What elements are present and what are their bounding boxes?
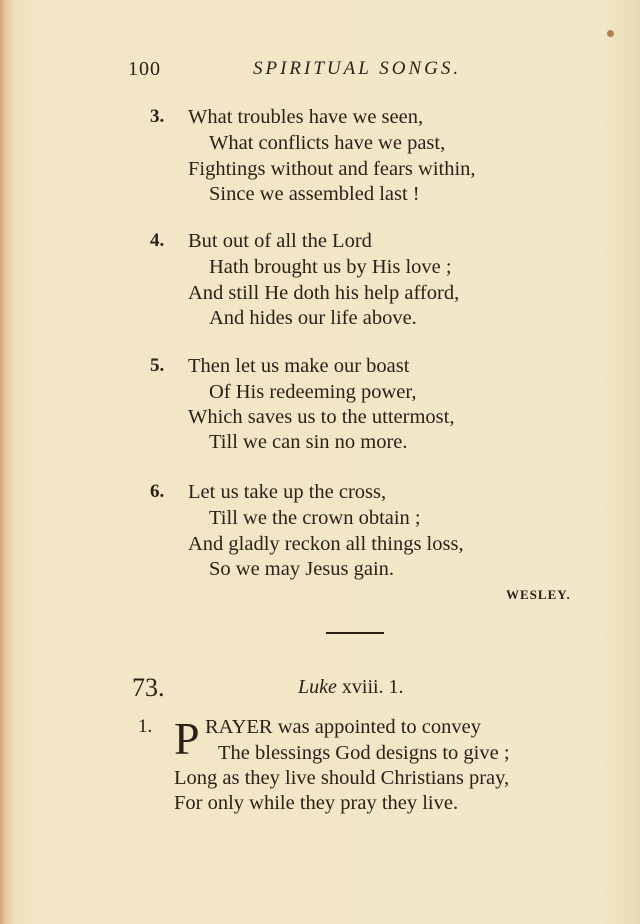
verse-number: 6. — [150, 481, 165, 502]
verse-line: And still He doth his help afford, — [188, 282, 460, 304]
verse-number: 3. — [150, 106, 165, 127]
page-blemish — [607, 30, 614, 37]
verse-line: Let us take up the cross, — [188, 481, 387, 503]
verse-line: And gladly reckon all things loss, — [188, 533, 464, 555]
verse-line: Of His redeeming power, — [209, 381, 417, 403]
verse-line: Hath brought us by His love ; — [209, 256, 452, 278]
verse-line: The blessings God designs to give ; — [218, 742, 510, 764]
verse-line: Since we assembled last ! — [209, 183, 420, 205]
verse-number: 1. — [138, 716, 153, 737]
verse-line: Which saves us to the uttermost, — [188, 406, 455, 428]
verse-number: 5. — [150, 355, 165, 376]
verse-line: Till we the crown obtain ; — [209, 507, 421, 529]
verse-line: What troubles have we seen, — [188, 106, 424, 128]
scripture-book: Luke — [298, 676, 337, 698]
verse-line: So we may Jesus gain. — [209, 558, 395, 580]
verse-line: What conflicts have we past, — [209, 132, 446, 154]
verse-line: But out of all the Lord — [188, 230, 372, 252]
verse-line: Till we can sin no more. — [209, 431, 408, 453]
verse-line: Fightings without and fears within, — [188, 158, 476, 180]
verse-number: 4. — [150, 230, 165, 251]
section-divider — [326, 632, 384, 634]
scripture-chapter-verse: xviii. 1. — [341, 676, 404, 698]
page-header — [0, 58, 640, 84]
hymn-number: 73. — [132, 673, 165, 702]
running-title: SPIRITUAL SONGS. — [253, 58, 462, 79]
verse-line: And hides our life above. — [209, 307, 417, 329]
page-number: 100 — [128, 58, 161, 80]
hymn-attribution: WESLEY. — [506, 587, 571, 602]
drop-cap: P — [174, 713, 200, 764]
verse-line: Then let us make our boast — [188, 355, 410, 377]
verse-line: RAYER was appointed to convey — [205, 716, 481, 738]
scripture-reference — [298, 676, 404, 699]
verse-line: For only while they pray they live. — [174, 792, 459, 814]
verse-line: Long as they live should Christians pray, — [174, 767, 510, 789]
